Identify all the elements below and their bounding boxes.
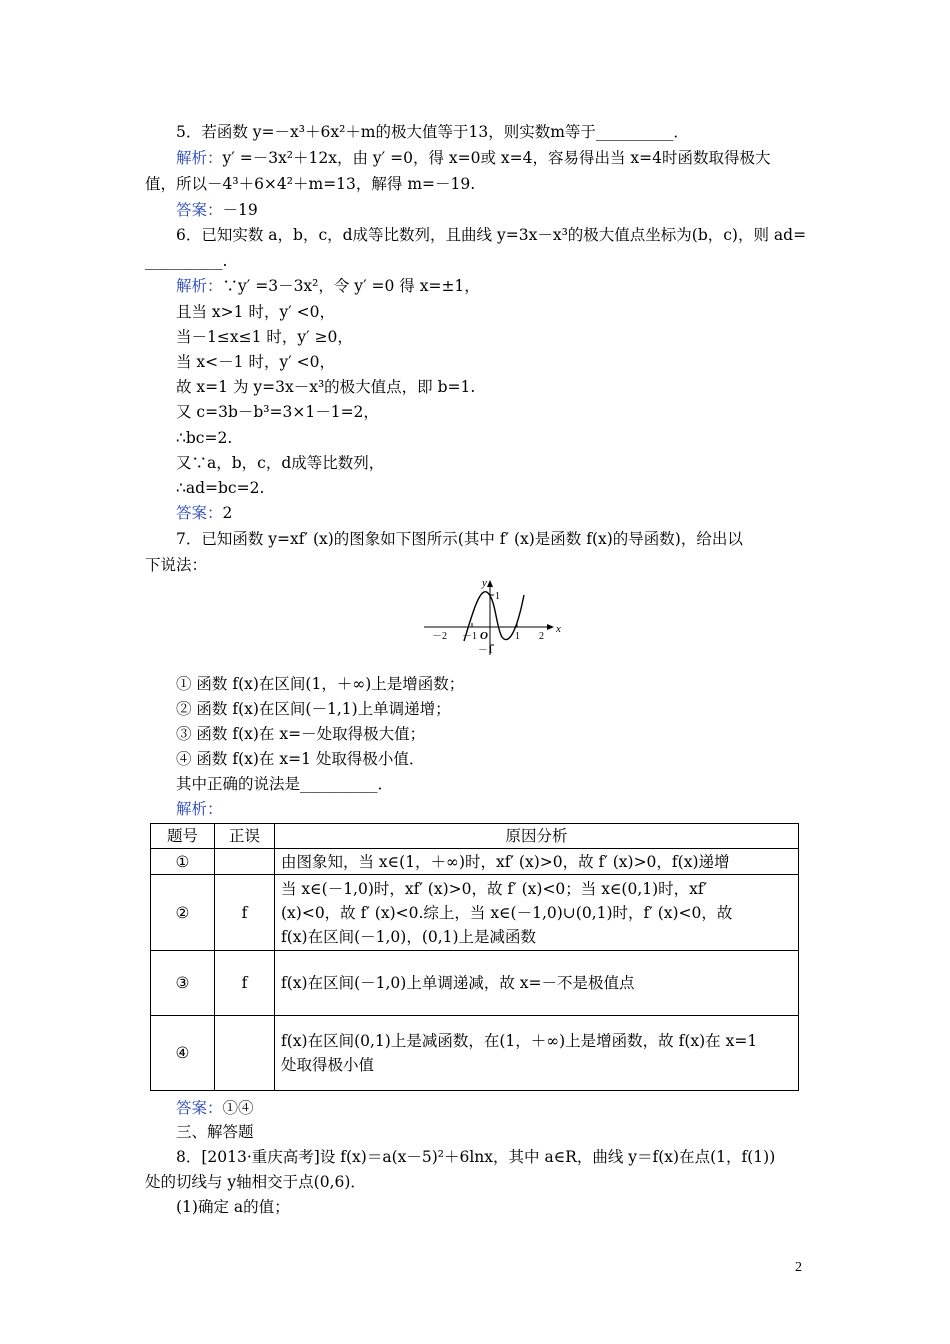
text-line: 且当 x>1 时，y′ <0， bbox=[176, 303, 335, 321]
row-number: ① bbox=[151, 849, 215, 875]
text-line: 8．[2013·重庆高考]设 f(x)＝a(x－5)²＋6lnx，其中 a∈R，曲线 y＝f(x)在点(1，f(1)) bbox=[176, 1148, 776, 1166]
text-line: ② 函数 f(x)在区间(－1,1)上单调递增； bbox=[176, 700, 451, 718]
tick-label-neg2: －2 bbox=[432, 631, 447, 642]
row-reason: f(x)在区间(－1,0)上单调递减，故 x=－不是极值点 bbox=[275, 951, 799, 1016]
row-reason: 当 x∈(－1,0)时，xf′ (x)>0，故 f′ (x)<0；当 x∈(0,1)时，xf′ (x)<0，故 f′ (x)<0.综上，当 x∈(－1,0)∪(0,1)时，f′ (x)<0，故 f(x)在区间(－1,0)，(0,1)上是减函数 bbox=[275, 875, 799, 951]
row-reason: f(x)在区间(0,1)上是减函数，在(1，＋∞)上是增函数，故 f(x)在 x=1 处取得极小值 bbox=[275, 1016, 799, 1091]
text-line: ∴bc=2. bbox=[176, 429, 233, 447]
header-number: 题号 bbox=[151, 824, 215, 849]
text-line: 当－1≤x≤1 时，y′ ≥0， bbox=[176, 328, 353, 346]
text-line: 三、解答题 bbox=[176, 1123, 254, 1141]
y-axis-arrow bbox=[487, 580, 493, 587]
text-line: ① 函数 f(x)在区间(1，＋∞)上是增函数； bbox=[176, 675, 465, 693]
text-line: 处的切线与 y轴相交于点(0,6)． bbox=[145, 1173, 366, 1191]
row-judgement bbox=[215, 849, 275, 875]
table-row bbox=[151, 875, 799, 951]
row-number: ③ bbox=[151, 951, 215, 1016]
section-label: 解析： bbox=[176, 277, 223, 295]
section-label: 答案： bbox=[176, 201, 223, 219]
text-line: __________. bbox=[145, 252, 228, 270]
text-line: 答案：2 bbox=[176, 504, 233, 522]
section-label: 答案： bbox=[176, 1099, 223, 1117]
tick-label-neg1: －1 bbox=[462, 631, 477, 642]
text-line: 其中正确的说法是__________． bbox=[176, 775, 394, 793]
text-line: 值，所以－4³＋6×4²＋m=13，解得 m=－19. bbox=[145, 175, 476, 193]
header-reason: 原因分析 bbox=[275, 824, 799, 849]
text-line: 下说法： bbox=[145, 556, 208, 574]
x-label: x bbox=[556, 623, 561, 635]
tick-label-2: 2 bbox=[539, 631, 544, 642]
page-number: 2 bbox=[795, 1260, 802, 1275]
text-line: 答案：①④ bbox=[176, 1099, 254, 1117]
text-line: 5．若函数 y=－x³＋6x²＋m的极大值等于13，则实数m等于__________． bbox=[176, 123, 689, 141]
text-line: 答案：－19 bbox=[176, 201, 258, 219]
section-label: 解析： bbox=[176, 800, 223, 818]
text-line: 解析：y′ =－3x²＋12x，由 y′ =0，得 x=0或 x=4，容易得出当 x=4时函数取得极大 bbox=[176, 149, 771, 167]
text-line: 7．已知函数 y=xf′ (x)的图象如下图所示(其中 f′ (x)是函数 f(x)的导函数)，给出以 bbox=[176, 530, 743, 548]
text-line: ③ 函数 f(x)在 x=－处取得极大值； bbox=[176, 725, 426, 743]
text-line: 当 x<－1 时，y′ <0， bbox=[176, 353, 335, 371]
row-reason: 由图象知，当 x∈(1，＋∞)时，xf′ (x)>0，故 f′ (x)>0，f(x)递增 bbox=[275, 849, 799, 875]
analysis-table bbox=[150, 823, 799, 1091]
text-line: 解析：∵y′ =3－3x²，令 y′ =0 得 x=±1， bbox=[176, 277, 480, 295]
tick-label-y1: 1 bbox=[495, 591, 500, 602]
function-graph bbox=[420, 575, 560, 657]
origin-label: O bbox=[480, 630, 488, 642]
row-judgement bbox=[215, 1016, 275, 1091]
section-label: 解析： bbox=[176, 149, 223, 167]
text-line: 6．已知实数 a，b，c，d成等比数列，且曲线 y=3x－x³的极大值点坐标为(b，c)，则 ad= bbox=[176, 226, 807, 244]
table-row bbox=[151, 849, 799, 875]
y-label: y bbox=[482, 577, 487, 589]
section-label: 答案： bbox=[176, 504, 223, 522]
text-line: 又 c=3b－b³=3×1－1=2， bbox=[176, 403, 379, 421]
row-judgement: f bbox=[215, 951, 275, 1016]
row-number: ④ bbox=[151, 1016, 215, 1091]
text-line: 故 x=1 为 y=3x－x³的极大值点，即 b=1. bbox=[176, 378, 476, 396]
text-line: 又∵a，b，c，d成等比数列， bbox=[176, 454, 385, 472]
tick-label-1: 1 bbox=[515, 631, 520, 642]
row-judgement: f bbox=[215, 875, 275, 951]
text-line: ④ 函数 f(x)在 x=1 处取得极小值． bbox=[176, 750, 425, 768]
text-line bbox=[176, 799, 223, 819]
header-judgement: 正误 bbox=[215, 824, 275, 849]
text-line: (1)确定 a的值； bbox=[176, 1198, 290, 1216]
row-number: ② bbox=[151, 875, 215, 951]
table-row bbox=[151, 951, 799, 1016]
tick-label-yneg1: －1 bbox=[478, 645, 493, 656]
x-axis-arrow bbox=[547, 624, 554, 630]
table-header-row bbox=[151, 824, 799, 849]
table-row bbox=[151, 1016, 799, 1091]
text-line: ∴ad=bc=2. bbox=[176, 479, 265, 497]
